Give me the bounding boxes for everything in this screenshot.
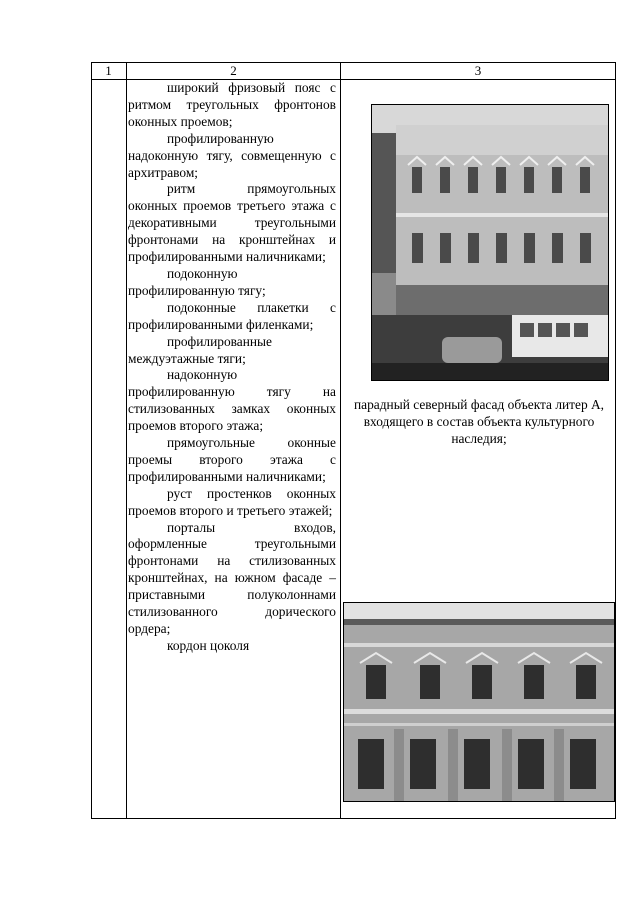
north-facade-photo: [371, 104, 609, 381]
list-item: профилированные междуэтажные тяги;: [128, 333, 272, 366]
column-header-2: 2: [230, 63, 237, 78]
building-photo-icon: [372, 105, 608, 380]
list-item: кордон цоколя: [167, 637, 250, 653]
photo-caption: парадный северный фасад объекта литер А, входящего в состав объекта культурного наследия;: [353, 397, 605, 446]
list-item: широкий фризовый пояс с ритмом треугольных фронтонов оконных проемов;: [128, 80, 336, 129]
list-item: порталы входов, оформленные треугольными фронтонами на стилизованных кронштейнах, на южном фасаде – приставными полуколоннами стилизованного дорического ордера;: [128, 519, 336, 636]
col1-divider: [126, 62, 127, 819]
building-photo-icon: [344, 603, 614, 801]
facade-detail-photo: [343, 602, 615, 802]
list-item: прямоугольные оконные проемы второго этажа с профилированными наличниками;: [128, 435, 336, 484]
heritage-table: [91, 62, 616, 819]
elements-list: [128, 80, 336, 655]
table-right-border: [615, 62, 616, 819]
list-item: надоконную профилированную тягу на стилизованных замках оконных проемов второго этажа;: [128, 367, 336, 434]
list-item: профилированную надоконную тягу, совмещенную с архитравом;: [128, 130, 336, 180]
col2-divider: [340, 62, 341, 819]
table-bottom-border: [91, 818, 616, 819]
list-item: ритм прямоугольных оконных проемов третьего этажа с декоративными треугольными фронтонами на кронштейнах и профилированными наличниками;: [128, 181, 336, 265]
list-item: руст простенков оконных проемов второго и третьего этажей;: [128, 485, 336, 518]
table-left-border: [91, 62, 92, 819]
list-item: подоконные плакетки с профилированными филенками;: [128, 299, 336, 332]
column-header-3: 3: [474, 63, 482, 78]
column-header-1: 1: [105, 63, 112, 78]
list-item: подоконную профилированную тягу;: [128, 265, 266, 298]
